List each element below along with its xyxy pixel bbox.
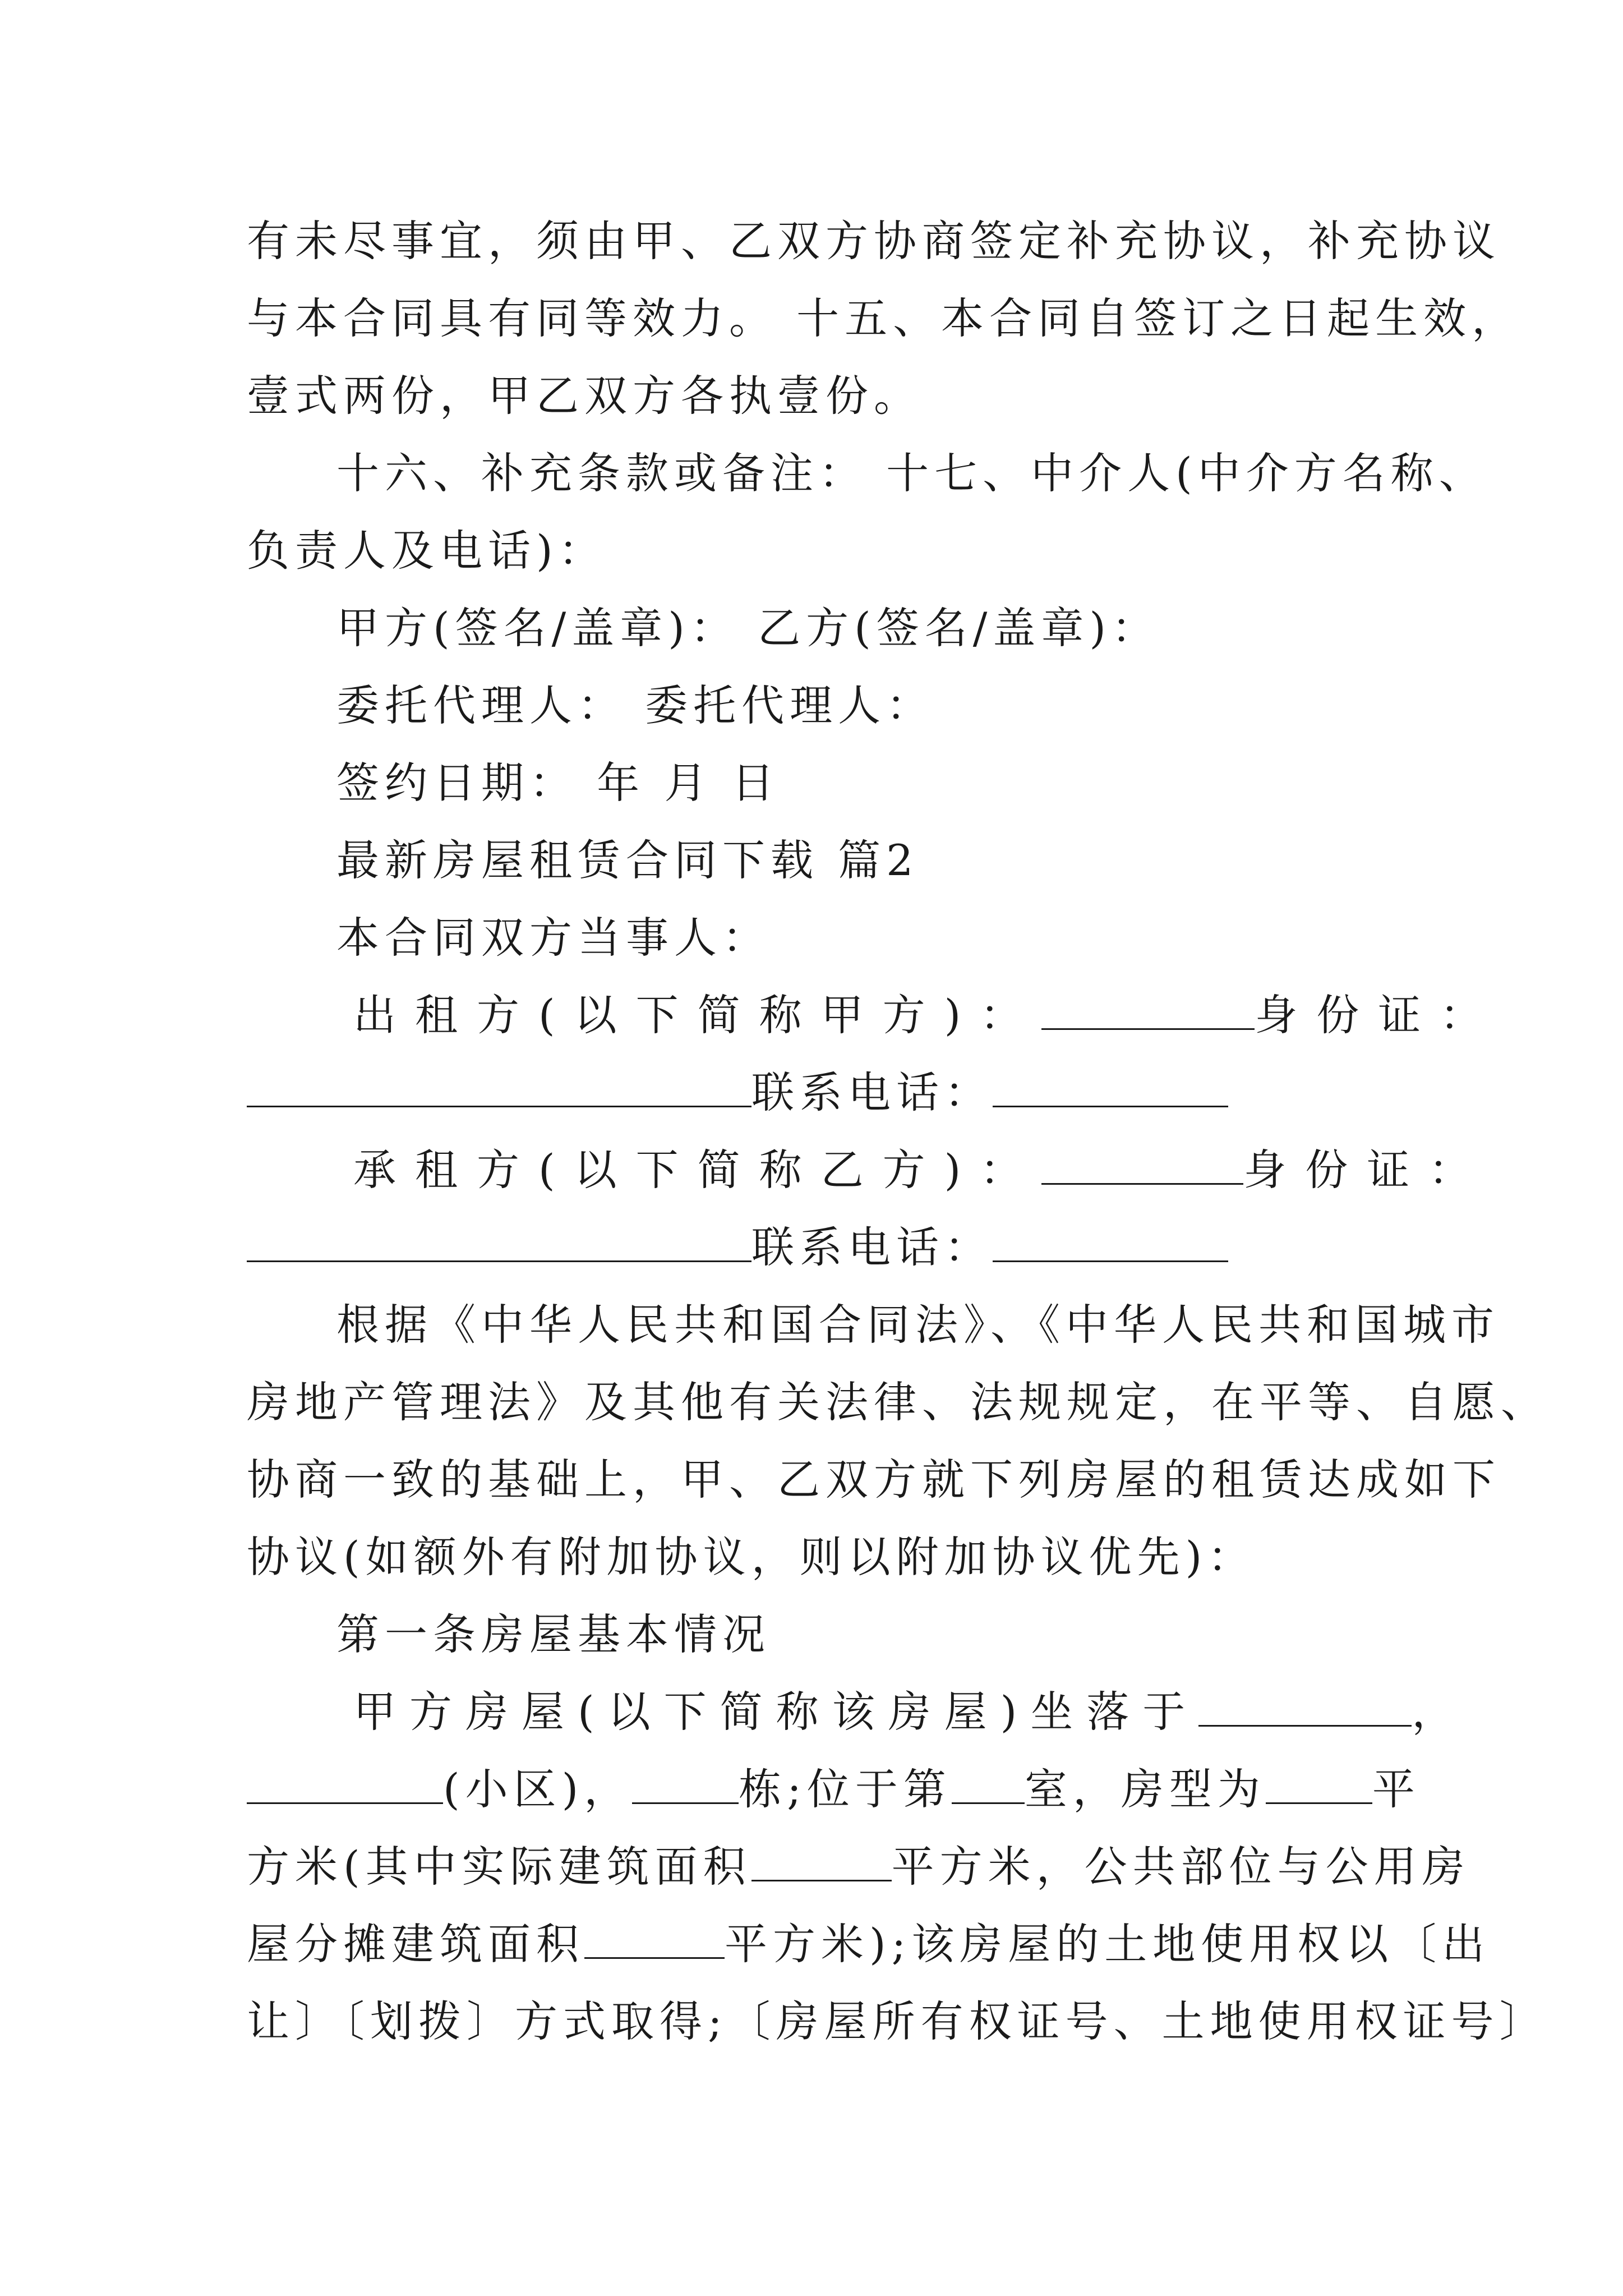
area-blank — [1266, 1765, 1372, 1804]
community-label: (小区)， — [443, 1764, 633, 1814]
lessee-name-blank — [1041, 1146, 1243, 1185]
lessor-phone-blank — [993, 1069, 1228, 1107]
lessor-phone-row — [247, 1065, 1228, 1121]
shared-area-text: 屋分摊建筑面积 — [247, 1919, 584, 1969]
house-location-label: 甲方房屋(以下简称该房屋)坐落于 — [353, 1687, 1199, 1737]
basis-line: 协议(如额外有附加协议，则以附加协议优先)： — [247, 1532, 1256, 1582]
room-label: 室，房型为 — [1024, 1764, 1266, 1814]
lessee-phone-label: 联系电话： — [751, 1222, 993, 1272]
room-blank — [952, 1765, 1025, 1804]
built-area-label: 方米(其中实际建筑面积 — [247, 1842, 751, 1892]
basis-line: 协商一致的基础上，甲、乙双方就下列房屋的租赁达成如下 — [247, 1455, 1501, 1504]
signing-date-line: 签约日期： 年 月 日 — [336, 758, 780, 808]
building-blank — [632, 1765, 739, 1804]
text-line: 本合同双方当事人： — [336, 913, 771, 963]
basis-line: 根据《中华人民共和国合同法》、《中华人民共和国城市 — [336, 1300, 1500, 1350]
house-location-row — [353, 1684, 1468, 1740]
lessee-label: 承租方(以下简称乙方)： — [353, 1145, 1042, 1195]
article-title: 第一条房屋基本情况 — [336, 1609, 771, 1659]
signature-line: 甲方(签名/盖章)： 乙方(签名/盖章)： — [336, 603, 1160, 653]
lessor-phone-label: 联系电话： — [751, 1068, 993, 1117]
lessee-phone-blank — [993, 1223, 1228, 1262]
house-area-row — [247, 1839, 1470, 1895]
shared-area-blank — [584, 1920, 725, 1959]
text-line: 十六、补充条款或备注： 十七、中介人(中介方名称、 — [336, 448, 1487, 498]
lessor-id-blank — [247, 1069, 751, 1107]
comma: ， — [1412, 1687, 1468, 1737]
text-line: 壹式两份，甲乙双方各执壹份。 — [247, 371, 922, 421]
lessor-id-label: 身份证： — [1255, 990, 1502, 1040]
text-line: 与本合同具有同等效力。 十五、本合同自签订之日起生效， — [247, 293, 1520, 343]
text-line: 负责人及电话)： — [247, 526, 607, 576]
address-blank — [1198, 1688, 1412, 1727]
lessee-row — [353, 1142, 1490, 1198]
lessee-phone-row — [247, 1220, 1228, 1276]
house-shared-row — [247, 1916, 1490, 1972]
house-details-row — [247, 1761, 1421, 1818]
building-label: 栋;位于第 — [739, 1764, 952, 1814]
lessor-row — [353, 987, 1501, 1043]
section-heading: 最新房屋租赁合同下载 篇2 — [336, 835, 919, 885]
basis-line: 房地产管理法》及其他有关法律、法规规定，在平等、自愿、 — [247, 1377, 1549, 1427]
lessee-id-label: 身份证： — [1243, 1145, 1491, 1195]
agent-line: 委托代理人： 委托代理人： — [336, 680, 935, 730]
text-line: 让〕〔划拨〕方式取得;〔房屋所有权证号、土地使用权证号〕 — [247, 1996, 1548, 2046]
lessor-name-blank — [1041, 991, 1255, 1030]
lessee-id-blank — [247, 1223, 751, 1262]
built-area-blank — [751, 1843, 892, 1881]
area-unit: 平 — [1372, 1764, 1421, 1814]
shared-area-label: 平方米，公共部位与公用房 — [891, 1842, 1470, 1892]
land-use-text: 平方米);该房屋的土地使用权以〔出 — [725, 1919, 1491, 1969]
text-line: 有未尽事宜，须由甲、乙双方协商签定补充协议，补充协议 — [247, 216, 1501, 266]
lessor-label: 出租方(以下简称甲方)： — [353, 990, 1042, 1040]
community-blank — [247, 1765, 443, 1804]
